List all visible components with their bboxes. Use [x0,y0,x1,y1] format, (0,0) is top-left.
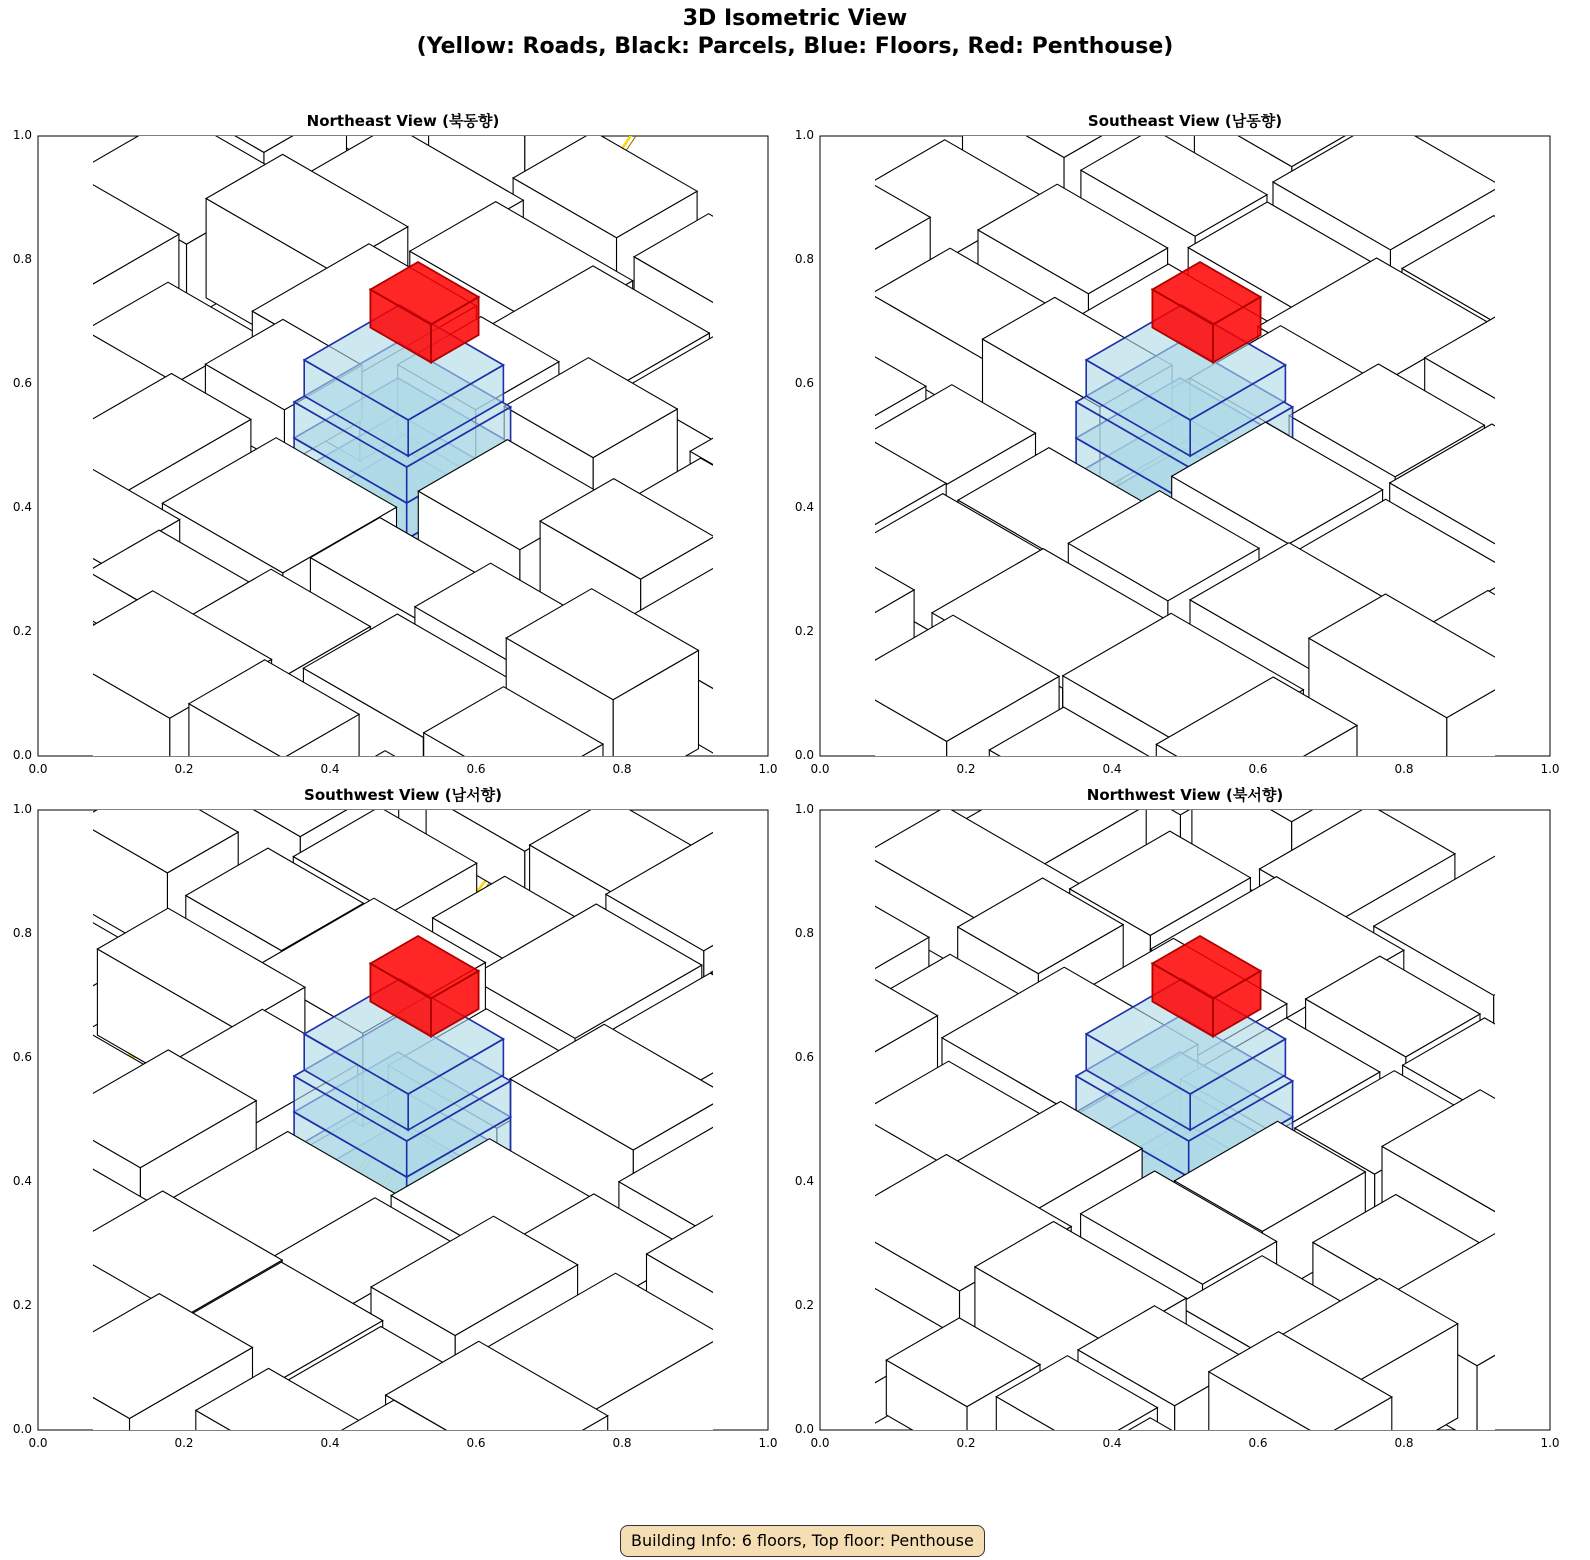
x-tick-label: 1.0 [758,1436,778,1450]
parcel-building [1581,456,1590,652]
x-tick-label: 1.0 [1540,1436,1560,1450]
y-tick-label: 0.2 [794,1298,814,1312]
x-tick-label: 0.8 [612,1436,632,1450]
y-tick-label: 0.2 [12,624,32,638]
x-tick-label: 0.4 [320,762,340,776]
x-tick-label: 0.4 [1102,1436,1122,1450]
x-tick-label: 1.0 [1540,762,1560,776]
y-tick-label: 0.8 [794,252,814,266]
x-tick-label: 0.6 [466,762,486,776]
panel-title-southwest: Southwest View (남서향) [304,786,502,804]
figure-title-line1: 3D Isometric View [682,6,908,31]
y-tick-label: 1.0 [12,802,32,816]
x-tick-label: 0.0 [28,1436,48,1450]
x-tick-label: 0.0 [810,1436,830,1450]
x-tick-label: 0.6 [466,1436,486,1450]
y-tick-label: 0.4 [794,1174,814,1188]
y-tick-label: 0.4 [12,500,32,514]
panel-title-northwest: Northwest View (북서향) [1086,786,1284,804]
x-tick-label: 0.0 [28,762,48,776]
y-tick-label: 0.6 [12,376,32,390]
y-tick-label: 0.0 [794,748,814,762]
y-tick-label: 0.8 [12,252,32,266]
y-tick-label: 0.0 [12,748,32,762]
y-tick-label: 0.8 [794,926,814,940]
y-tick-label: 0.6 [794,376,814,390]
y-tick-label: 0.2 [12,1298,32,1312]
y-tick-label: 0.2 [794,624,814,638]
y-tick-label: 0.0 [794,1422,814,1436]
y-tick-label: 1.0 [794,128,814,142]
x-tick-label: 0.6 [1248,1436,1268,1450]
y-tick-label: 1.0 [794,802,814,816]
panel-title-northeast: Northeast View (북동향) [306,112,500,130]
parcel-building [1075,1418,1276,1520]
y-tick-label: 0.8 [12,926,32,940]
x-tick-label: 0.4 [1102,762,1122,776]
x-tick-label: 1.0 [758,762,778,776]
x-tick-label: 0.2 [174,762,194,776]
x-tick-label: 0.6 [1248,762,1268,776]
y-tick-label: 0.4 [12,1174,32,1188]
x-tick-label: 0.2 [956,1436,976,1450]
building-info-box: Building Info: 6 floors, Top floor: Penthouse [620,1525,985,1557]
y-tick-label: 0.6 [12,1050,32,1064]
y-tick-label: 0.6 [794,1050,814,1064]
y-tick-label: 0.0 [12,1422,32,1436]
y-tick-label: 0.4 [794,500,814,514]
x-tick-label: 0.4 [320,1436,340,1450]
x-tick-label: 0.0 [810,762,830,776]
x-tick-label: 0.8 [612,762,632,776]
figure-title-line2: (Yellow: Roads, Black: Parcels, Blue: Floors, Red: Penthouse) [416,34,1174,59]
x-tick-label: 0.2 [956,762,976,776]
x-tick-label: 0.8 [1394,1436,1414,1450]
x-tick-label: 0.8 [1394,762,1414,776]
y-tick-label: 1.0 [12,128,32,142]
x-tick-label: 0.2 [174,1436,194,1450]
panel-title-southeast: Southeast View (남동향) [1087,112,1283,130]
